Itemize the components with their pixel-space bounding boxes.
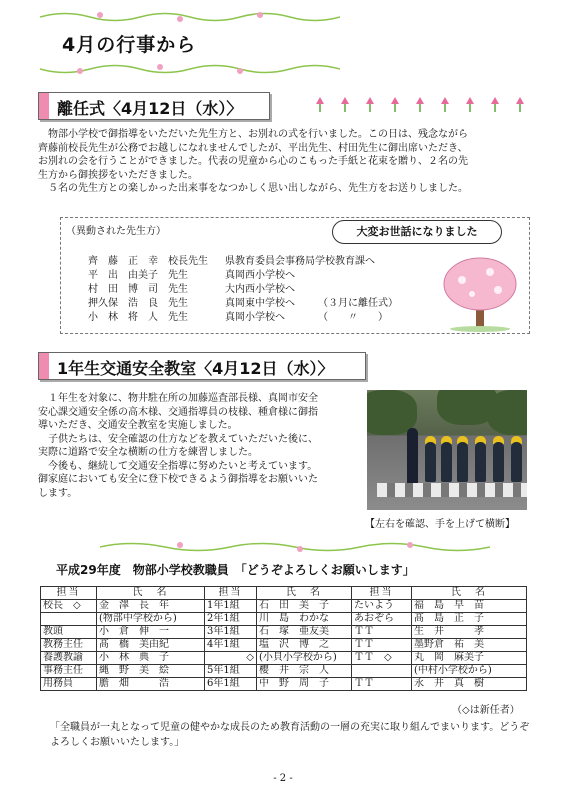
vine-decoration-under-title <box>40 62 340 76</box>
table-row <box>41 613 527 626</box>
farewell-paragraph <box>38 128 538 196</box>
table-cell: 小 林 典 子 <box>97 652 205 665</box>
page-number: - 2 - <box>273 773 293 784</box>
traffic-line: 実際に道路で安全な横断の仕方を練習しました。 <box>38 447 258 458</box>
farewell-line: 齊藤前校長先生が公務でお越しになれませんでしたが、平出先生、村田先生に御出席いただき、 <box>38 142 468 154</box>
traffic-safety-paragraph <box>38 392 366 500</box>
table-cell <box>41 613 97 626</box>
table-cell: 教務主任 <box>41 639 97 652</box>
staff-list-heading: 平成29年度 物部小学校教職員 「どうぞよろしくお願いします」 <box>56 563 415 577</box>
table-cell: 金 澤 長 年 <box>97 600 205 613</box>
table-cell: 膽 畑 浩 <box>97 678 205 691</box>
table-cell: (中村小学校から) <box>412 665 527 678</box>
header-cell: 担当 <box>352 587 412 600</box>
staff-table <box>40 586 527 691</box>
table-cell: 縄 野 美 絵 <box>97 665 205 678</box>
photo-caption: 【左右を確認、手を上げて横断】 <box>365 519 515 530</box>
table-cell <box>352 665 412 678</box>
table-cell: 櫻 井 宗 人 <box>257 665 352 678</box>
heading-stripe <box>39 353 49 379</box>
teacher-role: 先生 <box>168 298 188 309</box>
teacher-note: （３月に離任式） <box>318 298 398 309</box>
teacher-name: 村 田 博 司 <box>88 284 158 295</box>
table-cell: 校長 ◇ <box>41 600 97 613</box>
section-heading-farewell-text: 離任式〈4月12日（水）〉 <box>57 99 243 118</box>
table-row <box>41 652 527 665</box>
table-cell: 2年1組 <box>205 613 257 626</box>
table-row <box>41 600 527 613</box>
teacher-role: 先生 <box>168 270 188 281</box>
table-cell: 6年1組 <box>205 678 257 691</box>
table-cell: 3年1組 <box>205 626 257 639</box>
table-row <box>41 665 527 678</box>
teacher-name: 平 出 由美子 <box>88 270 158 281</box>
table-cell: ＴＴ <box>352 678 412 691</box>
farewell-line: 生方から御挨拶をいただきました。 <box>38 169 198 181</box>
teacher-name: 小 林 将 人 <box>88 312 158 323</box>
teacher-destination: 真岡小学校へ <box>225 312 285 323</box>
table-cell: 4年1組 <box>205 639 257 652</box>
section-heading-farewell <box>38 92 270 120</box>
table-cell: 中 野 周 子 <box>257 678 352 691</box>
table-cell: 福 島 早 苗 <box>412 600 527 613</box>
table-cell: 川 島 わかな <box>257 613 352 626</box>
traffic-line: 今後も、継続して交通安全指導に努めたいと考えています。 <box>38 460 318 472</box>
table-cell: ＴＴ <box>352 626 412 639</box>
heading-stripe <box>39 93 49 119</box>
table-cell: 用務員 <box>41 678 97 691</box>
vine-decoration-top <box>40 10 340 24</box>
header-cell: 担当 <box>205 587 257 600</box>
farewell-line: お別れの会を行うことができました。代表の児童から心のこもった手紙と花束を贈り、２名の先 <box>38 156 468 167</box>
table-row <box>41 626 527 639</box>
section-heading-traffic-safety <box>38 352 366 380</box>
table-cell: あおぞら <box>352 613 412 626</box>
teacher-name: 押久保 浩 良 <box>88 298 158 309</box>
table-cell: 生 井 孝 <box>412 626 527 639</box>
table-cell: 1年1組 <box>205 600 257 613</box>
table-cell: 墨野倉 祐 美 <box>412 639 527 652</box>
farewell-line: 物部小学校で御指導をいただいた先生方と、お別れの式を行いました。この日は、残念ながら <box>38 129 468 140</box>
tulip-border-decoration <box>308 95 538 113</box>
teacher-destination: 真岡東中学校へ <box>225 298 295 309</box>
traffic-safety-photo <box>367 390 527 510</box>
table-cell: 養護教諭 <box>41 652 97 665</box>
table-cell: 事務主任 <box>41 665 97 678</box>
traffic-line: 子供たちは、安全確認の仕方などを教えていただいた後に、 <box>38 433 318 445</box>
cherry-tree-illustration <box>440 254 520 332</box>
teacher-role: 先生 <box>168 312 188 323</box>
teacher-role: 校長先生 <box>168 256 208 267</box>
table-cell: 丸 岡 麻美子 <box>412 652 527 665</box>
table-cell: 塩 沢 博 之 <box>257 639 352 652</box>
thanks-speech-bubble: 大変お世話になりました <box>332 220 502 244</box>
table-cell: ＴＴ <box>352 639 412 652</box>
table-cell: 石 塚 亜友美 <box>257 626 352 639</box>
traffic-line: します。 <box>38 487 78 499</box>
header-cell: 氏 名 <box>97 587 205 600</box>
header-cell: 氏 名 <box>412 587 527 600</box>
traffic-line: 御家庭においても安全に登下校できるよう御指導をお願いいた <box>38 474 318 485</box>
table-cell: ＴＴ ◇ <box>352 652 412 665</box>
teacher-destination: 大内西小学校へ <box>225 284 295 295</box>
closing-message: 「全職員が一丸となって児童の健やかな成長のため教育活動の一層の充実に取り組んでまいります。どうぞよろしくお願いいたします。」 <box>50 722 530 748</box>
section-heading-traffic-safety-text: 1年生交通安全教室〈4月12日（水）〉 <box>57 359 334 378</box>
staff-table-header <box>41 587 527 600</box>
header-cell: 担当 <box>41 587 97 600</box>
header-cell: 氏 名 <box>257 587 352 600</box>
traffic-line: 安心課交通安全係の高木様、交通指導員の枝様、種倉様に御指 <box>38 406 318 418</box>
new-staff-note: （◇は新任者） <box>452 705 520 716</box>
traffic-line: １年生を対象に、物井駐在所の加藤巡査部長様、真岡市安全 <box>38 393 318 404</box>
traffic-line: 導いただき、交通安全教室を実施しました。 <box>38 420 238 431</box>
table-row <box>41 678 527 691</box>
vine-decoration-staff <box>100 540 490 554</box>
table-cell: (物部中学校から) <box>97 613 205 626</box>
table-cell: 髙 島 正 子 <box>412 613 527 626</box>
teacher-destination: 県教育委員会事務局学校教育課へ <box>225 256 375 267</box>
farewell-line: ５名の先生方との楽しかった出来事をなつかしく思い出しながら、先生方をお送りしました。 <box>38 183 468 194</box>
page-title: 4月の行事から <box>62 34 197 56</box>
table-cell: たいよう <box>352 600 412 613</box>
teacher-note: （ 〃 ） <box>318 312 388 323</box>
teacher-destination: 真岡西小学校へ <box>225 270 295 281</box>
table-row <box>41 639 527 652</box>
table-cell: 永 井 真 樹 <box>412 678 527 691</box>
transferred-teachers-label: （異動された先生方） <box>66 226 166 237</box>
table-cell: 5年1組 <box>205 665 257 678</box>
teacher-role: 先生 <box>168 284 188 295</box>
table-cell: ◇ <box>205 652 257 665</box>
table-cell: 教頭 <box>41 626 97 639</box>
teacher-name: 齊 藤 正 幸 <box>88 256 158 267</box>
table-cell: 石 田 美 子 <box>257 600 352 613</box>
table-cell: (小貝小学校から) <box>257 652 352 665</box>
table-cell: 小 倉 伸 一 <box>97 626 205 639</box>
table-cell: 髙 橋 美由紀 <box>97 639 205 652</box>
